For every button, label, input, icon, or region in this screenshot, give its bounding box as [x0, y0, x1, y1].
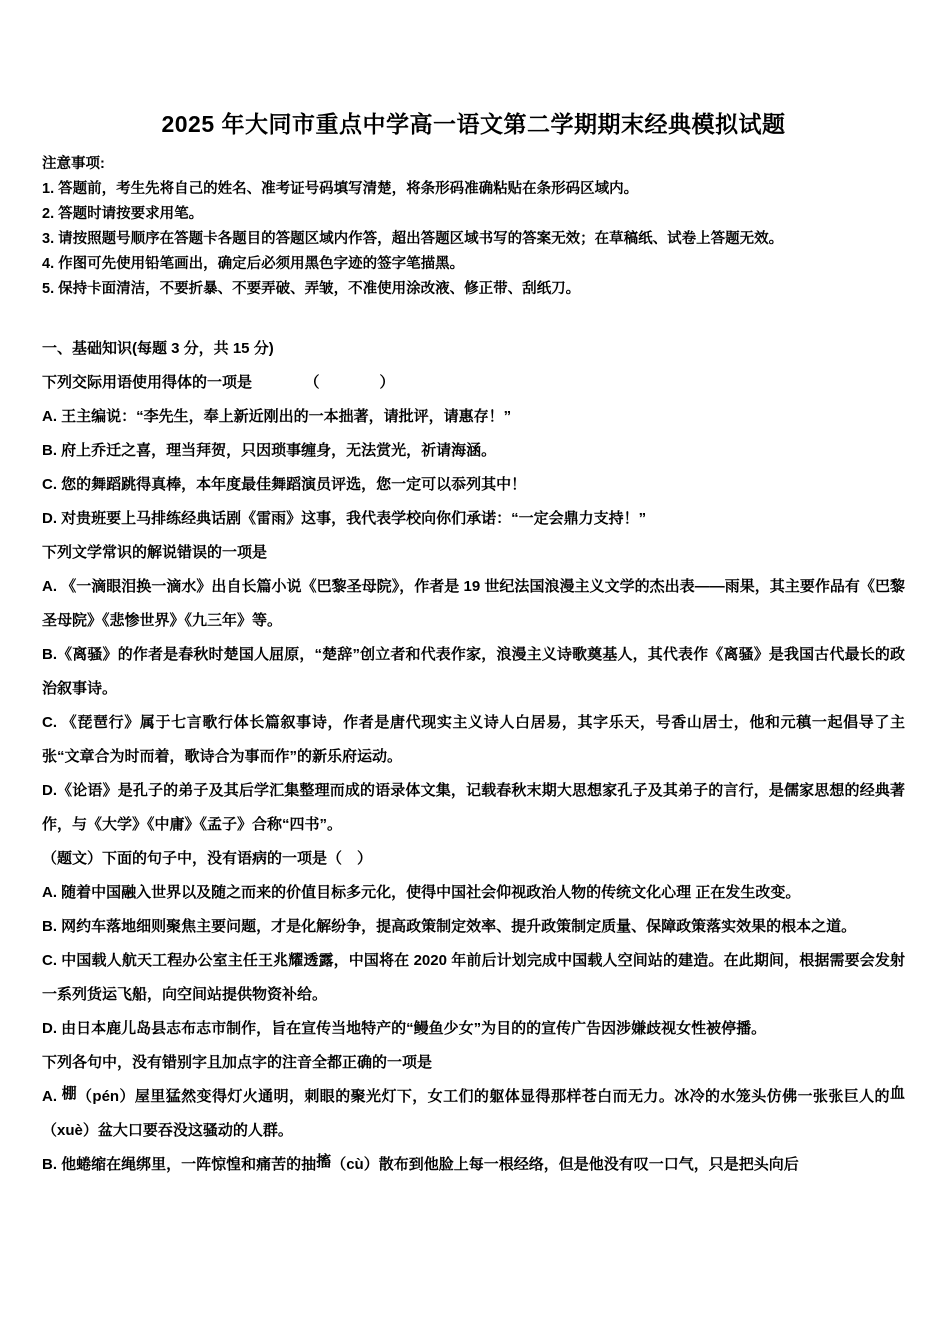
q3-option-a: A. 随着中国融入世界以及随之而来的价值目标多元化，使得中国社会仰视政治人物的传统文化心理 正在发生改变。	[42, 884, 801, 901]
q1-stem: 下列交际用语使用得体的一项是 （ ）	[42, 374, 395, 391]
q2-option-b: B.《离骚》的作者是春秋时楚国人屈原，“楚辞”创立者和代表作家，浪漫主义诗歌奠基人，其代表作《离骚》是我国古代最长的政治叙事诗。	[42, 646, 905, 697]
q3-option-d: D. 由日本鹿儿岛县志布志市制作，旨在宣传当地特产的“鳗鱼少女”为目的的宣传广告因涉嫌歧视女性被停播。	[42, 1020, 767, 1037]
q4-a-text-2: （pén）屋里猛然变得灯火通明，刺眼的聚光灯下，女工们的躯体显得那样苍白而无力。冰冷的水笼头仿佛一张张巨人的	[77, 1088, 890, 1105]
section-heading: 一、基础知识(每题 3 分，共 15 分)	[42, 340, 274, 357]
q4-a-text: A.	[42, 1088, 62, 1105]
q4-option-a	[42, 1080, 905, 1148]
q1-option-a: A. 王主编说：“李先生，奉上新近刚出的一本拙著，请批评，请惠存！”	[42, 408, 512, 425]
q4-a-text-3: （xuè）盆大口要吞没这骚动的人群。	[42, 1122, 293, 1139]
q4-b-text-2: （cù）散布到他脸上每一根经络，但是他没有叹一口气，只是把头向后	[331, 1156, 799, 1173]
q3-stem: （题文）下面的句子中，没有语病的一项是（ ）	[42, 850, 373, 867]
q4-stem: 下列各句中，没有错别字且加点字的注音全都正确的一项是	[42, 1054, 433, 1071]
notices-header: 注意事项:	[42, 156, 105, 172]
notice-item-3: 3. 请按照题号顺序在答题卡各题目的答题区域内作答，超出答题区域书写的答案无效；在草稿纸、试卷上答题无效。	[42, 231, 784, 247]
q4-a-dotted-char-1: 棚	[61, 1085, 77, 1102]
q2-stem: 下列文学常识的解说错误的一项是	[42, 544, 268, 561]
q4-a-dotted-char-2: 血	[889, 1085, 905, 1102]
notice-item-5: 5. 保持卡面清洁，不要折暴、不要弄破、弄皱，不准使用涂改液、修正带、刮纸刀。	[42, 281, 581, 297]
q1-option-b: B. 府上乔迁之喜，理当拜贺，只因琐事缠身，无法赏光，祈请海涵。	[42, 442, 497, 459]
q1-option-c: C. 您的舞蹈跳得真棒，本年度最佳舞蹈演员评选，您一定可以忝列其中！	[42, 476, 527, 493]
q3-option-c: C. 中国载人航天工程办公室主任王兆耀透露，中国将在 2020 年前后计划完成中国载人空间站的建造。在此期间，根据需要会发射一系列货运飞船，向空间站提供物资补给。	[42, 952, 905, 1003]
notices-section	[42, 152, 905, 302]
q4-option-b	[42, 1148, 905, 1182]
q4-b-dotted-char: 搐	[316, 1153, 332, 1170]
notice-item-1: 1. 答题前，考生先将自己的姓名、准考证号码填写清楚，将条形码准确粘贴在条形码区域内。	[42, 181, 639, 197]
exam-body	[42, 332, 905, 1182]
q2-option-d: D.《论语》是孔子的弟子及其后学汇集整理而成的语录体文集，记载春秋末期大思想家孔子及其弟子的言行，是儒家思想的经典著作，与《大学》《中庸》《孟子》合称“四书”。	[42, 782, 905, 833]
q4-b-text: B. 他蜷缩在绳绑里，一阵惊惶和痛苦的抽	[42, 1156, 317, 1173]
page-title: 2025 年大同市重点中学高一语文第二学期期末经典模拟试题	[161, 111, 786, 137]
q1-option-d: D. 对贵班要上马排练经典话剧《雷雨》这事，我代表学校向你们承诺：“一定会鼎力支持！”	[42, 510, 647, 527]
q3-option-b: B. 网约车落地细则聚焦主要问题，才是化解纷争，提高政策制定效率、提升政策制定质量、保障政策落实效果的根本之道。	[42, 918, 857, 935]
q2-option-a: A. 《一滴眼泪换一滴水》出自长篇小说《巴黎圣母院》，作者是 19 世纪法国浪漫主义文学的杰出表——雨果，其主要作品有《巴黎圣母院》《悲惨世界》《九三年》等。	[42, 578, 905, 629]
q2-option-c: C. 《琵琶行》属于七言歌行体长篇叙事诗，作者是唐代现实主义诗人白居易，其字乐天，号香山居士，他和元稹一起倡导了主张“文章合为时而着，歌诗合为事而作”的新乐府运动。	[42, 714, 905, 765]
notice-item-2: 2. 答题时请按要求用笔。	[42, 206, 204, 222]
notice-item-4: 4. 作图可先使用铅笔画出，确定后必须用黑色字迹的签字笔描黑。	[42, 256, 465, 272]
